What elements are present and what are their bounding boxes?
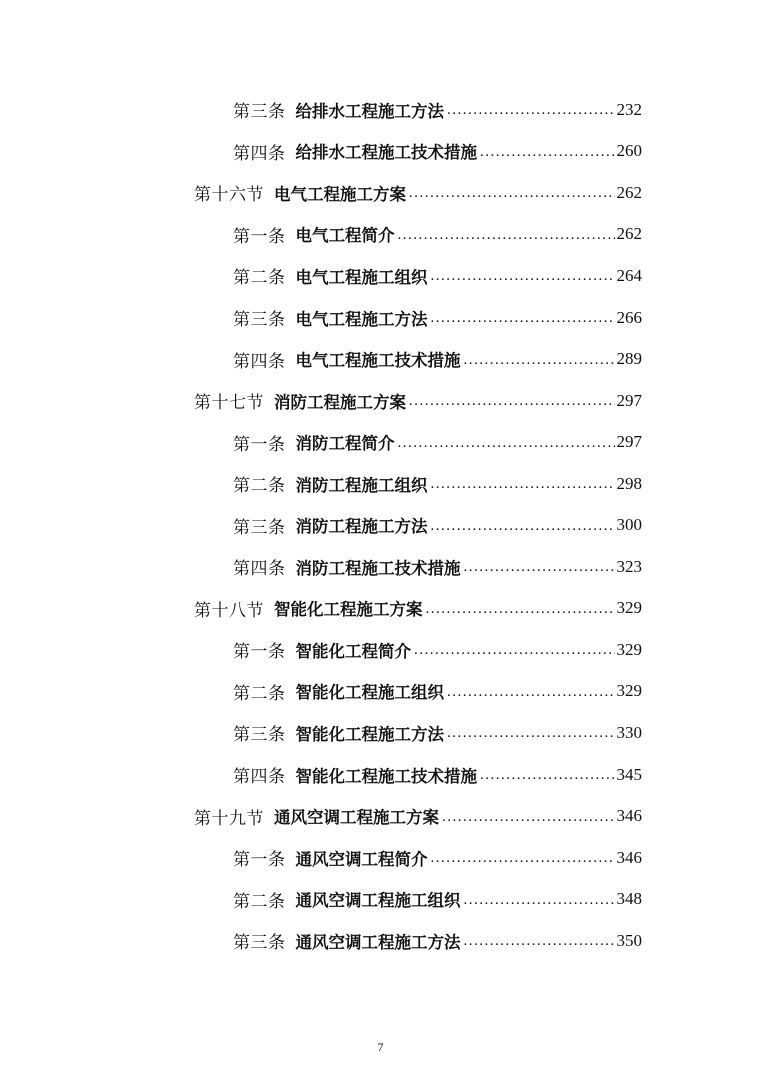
dot-leader — [409, 393, 615, 410]
toc-entry-label: 第三条 — [233, 102, 286, 123]
dot-leader — [447, 102, 615, 119]
toc-entry-label: 第四条 — [233, 767, 286, 788]
toc-entry[interactable] — [0, 754, 761, 796]
toc-entry-page: 232 — [616, 99, 642, 119]
toc-entry[interactable] — [0, 671, 761, 713]
toc-entry-page: 297 — [616, 390, 642, 410]
toc-entry-page: 289 — [616, 349, 642, 369]
toc-entry[interactable] — [0, 421, 761, 463]
toc-entry[interactable] — [0, 588, 761, 630]
toc-entry[interactable] — [0, 380, 761, 422]
dot-leader — [431, 268, 615, 285]
toc-entry[interactable] — [0, 131, 761, 173]
toc-entry-title: 智能化工程施工组织 — [295, 683, 444, 703]
toc-entry-title: 消防工程施工方法 — [295, 517, 428, 537]
toc-entry-label: 第三条 — [233, 725, 286, 746]
toc-entry[interactable] — [0, 255, 761, 297]
toc-entry-label: 第四条 — [233, 351, 286, 372]
toc-entry-page: 262 — [616, 224, 642, 244]
toc-entry-title: 通风空调工程施工方法 — [295, 932, 461, 952]
toc-entry-label: 第三条 — [233, 517, 286, 538]
toc-entry-page: 330 — [616, 722, 642, 742]
toc-entry-label: 第四条 — [233, 143, 286, 164]
toc-entry[interactable] — [0, 712, 761, 754]
toc-entry-title: 电气工程施工技术措施 — [295, 351, 461, 371]
toc-entry-page: 266 — [616, 307, 642, 327]
toc-entry[interactable] — [0, 878, 761, 920]
toc-entry-label: 第二条 — [233, 683, 286, 704]
toc-entry-label: 第一条 — [233, 434, 286, 455]
toc-entry-page: 260 — [616, 141, 642, 161]
toc-entry-page: 329 — [616, 598, 642, 618]
dot-leader — [431, 850, 615, 867]
toc-entry-title: 消防工程施工组织 — [295, 475, 428, 495]
toc-entry[interactable] — [0, 89, 761, 131]
toc-entry-label: 第十八节 — [194, 600, 264, 621]
toc-entry[interactable] — [0, 214, 761, 256]
toc-entry[interactable] — [0, 463, 761, 505]
dot-leader — [409, 185, 615, 202]
toc-entry-page: 346 — [616, 847, 642, 867]
dot-leader — [480, 767, 615, 784]
toc-entry-title: 消防工程简介 — [295, 434, 395, 454]
toc-entry-title: 消防工程施工技术措施 — [295, 558, 461, 578]
dot-leader — [426, 601, 615, 618]
toc-entry-title: 电气工程简介 — [295, 226, 395, 246]
toc-entry-page: 345 — [616, 764, 642, 784]
toc-entry[interactable] — [0, 172, 761, 214]
dot-leader — [398, 227, 615, 244]
toc-entry-title: 智能化工程施工方案 — [274, 600, 423, 620]
toc-entry-title: 智能化工程施工技术措施 — [295, 766, 477, 786]
toc-entry-page: 346 — [616, 806, 642, 826]
toc-entry-label: 第一条 — [233, 850, 286, 871]
toc-entry-page: 297 — [616, 432, 642, 452]
toc-entry-title: 智能化工程简介 — [295, 641, 411, 661]
toc-entry-page: 323 — [616, 556, 642, 576]
dot-leader — [464, 559, 615, 576]
toc-entry[interactable] — [0, 837, 761, 879]
toc-entry-label: 第二条 — [233, 891, 286, 912]
page-number: 7 — [377, 1040, 384, 1054]
toc-entry-label: 第四条 — [233, 559, 286, 580]
dot-leader — [431, 518, 615, 535]
toc-entry-page: 264 — [616, 265, 642, 285]
dot-leader — [464, 933, 615, 950]
toc-entry-title: 消防工程施工方案 — [274, 392, 406, 412]
toc-entry[interactable] — [0, 297, 761, 339]
toc-entry[interactable] — [0, 920, 761, 962]
toc-entry-title: 电气工程施工方法 — [295, 309, 428, 329]
toc-entry-label: 第一条 — [233, 642, 286, 663]
toc-entry-title: 通风空调工程施工组织 — [295, 891, 461, 911]
toc-entry-page: 298 — [616, 473, 642, 493]
toc-entry[interactable] — [0, 546, 761, 588]
dot-leader — [447, 725, 615, 742]
toc-entry-label: 第三条 — [233, 310, 286, 330]
toc-entry[interactable] — [0, 504, 761, 546]
toc-entry[interactable] — [0, 629, 761, 671]
dot-leader — [442, 809, 615, 826]
toc-entry-page: 329 — [616, 639, 642, 659]
toc-entry-label: 第一条 — [233, 226, 286, 247]
toc-entry-page: 300 — [616, 515, 642, 535]
dot-leader — [447, 684, 615, 701]
toc-entry-page: 348 — [616, 889, 642, 909]
toc-entry-title: 通风空调工程简介 — [295, 849, 428, 869]
toc-entry-title: 通风空调工程施工方案 — [274, 808, 439, 828]
toc-entry-title: 智能化工程施工方法 — [295, 724, 444, 744]
dot-leader — [480, 144, 615, 161]
toc-entry-label: 第十九节 — [194, 808, 264, 829]
toc-entry[interactable] — [0, 338, 761, 380]
toc-entry[interactable] — [0, 795, 761, 837]
toc-entry-title: 电气工程施工方案 — [274, 184, 406, 204]
toc-entry-title: 给排水工程施工技术措施 — [295, 143, 477, 163]
dot-leader — [464, 892, 615, 909]
toc-entry-label: 第二条 — [233, 268, 286, 289]
toc-entry-label: 第十六节 — [194, 185, 264, 206]
toc-entry-page: 329 — [616, 681, 642, 701]
toc-entry-page: 350 — [616, 930, 642, 950]
dot-leader — [431, 476, 615, 493]
dot-leader — [398, 435, 615, 452]
toc-entry-title: 给排水工程施工方法 — [295, 101, 444, 121]
toc-entry-label: 第二条 — [233, 476, 286, 497]
toc-entry-label: 第十七节 — [194, 393, 264, 414]
table-of-contents — [0, 89, 761, 961]
dot-leader — [431, 310, 615, 327]
toc-entry-title: 电气工程施工组织 — [295, 267, 428, 287]
toc-entry-page: 262 — [616, 182, 642, 202]
dot-leader — [414, 642, 615, 659]
dot-leader — [464, 352, 615, 369]
toc-entry-label: 第三条 — [233, 933, 286, 954]
